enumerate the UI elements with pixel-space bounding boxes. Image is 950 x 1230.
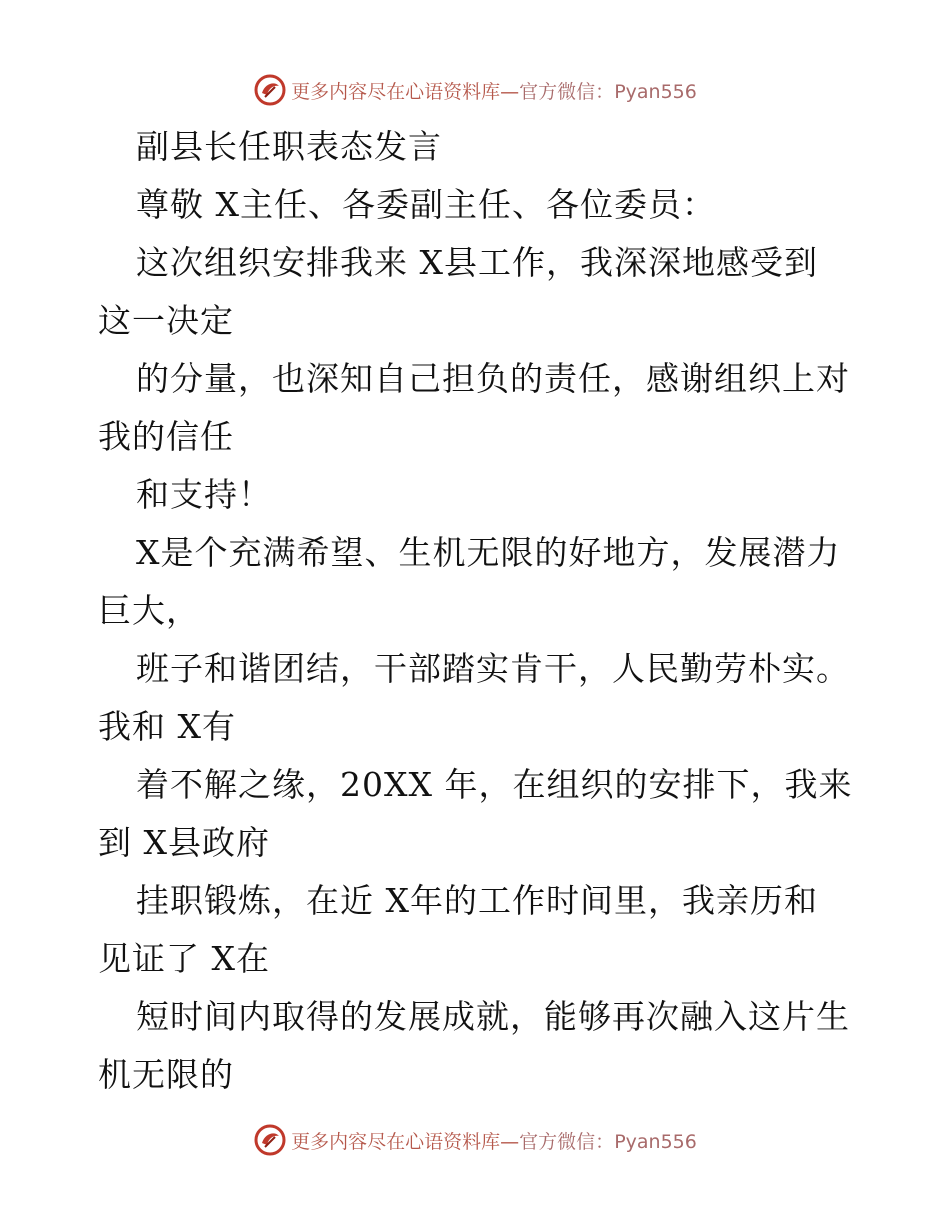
document-body <box>98 118 878 1104</box>
document-line: 和支持！ <box>136 475 272 514</box>
footer-banner <box>0 1120 950 1160</box>
document-line: 我的信任 <box>98 417 234 456</box>
document-line: 见证了 X在 <box>98 939 270 978</box>
document-line: 到 X县政府 <box>98 823 270 862</box>
footer-banner-wechat-label: 官方微信： <box>519 1130 615 1153</box>
header-banner-dash: — <box>500 80 520 103</box>
document-line: 巨大， <box>98 591 200 630</box>
header-banner-wechat-label: 官方微信： <box>519 80 615 103</box>
header-banner-text <box>291 77 697 104</box>
footer-banner-dash: — <box>500 1130 520 1153</box>
document-line: X是个充满希望、生机无限的好地方，发展潜力 <box>136 533 841 572</box>
footer-banner-wechat-id: Pyan556 <box>614 1130 697 1153</box>
document-line: 尊敬 X主任、各委副主任、各位委员： <box>136 185 716 224</box>
header-banner-prefix: 更多内容尽在心语资料库 <box>291 80 501 103</box>
header-banner <box>0 70 950 110</box>
document-line: 我和 X有 <box>98 707 236 746</box>
document-line: 这一决定 <box>98 301 234 340</box>
red-swirl-logo-icon <box>253 73 287 107</box>
document-line: 班子和谐团结，干部踏实肯干，人民勤劳朴实。 <box>136 649 850 688</box>
document-line: 机无限的 <box>98 1055 234 1094</box>
document-line: 着不解之缘，20XX 年，在组织的安排下，我来 <box>136 765 853 804</box>
document-line: 短时间内取得的发展成就，能够再次融入这片生 <box>136 997 850 1036</box>
header-banner-wechat-id: Pyan556 <box>614 80 697 103</box>
footer-banner-text <box>291 1127 697 1154</box>
document-line: 副县长任职表态发言 <box>136 127 442 166</box>
footer-banner-prefix: 更多内容尽在心语资料库 <box>291 1130 501 1153</box>
document-line: 挂职锻炼，在近 X年的工作时间里，我亲历和 <box>136 881 818 920</box>
document-line: 的分量，也深知自己担负的责任，感谢组织上对 <box>136 359 850 398</box>
red-swirl-logo-icon <box>253 1123 287 1157</box>
document-line: 这次组织安排我来 X县工作，我深深地感受到 <box>136 243 818 282</box>
